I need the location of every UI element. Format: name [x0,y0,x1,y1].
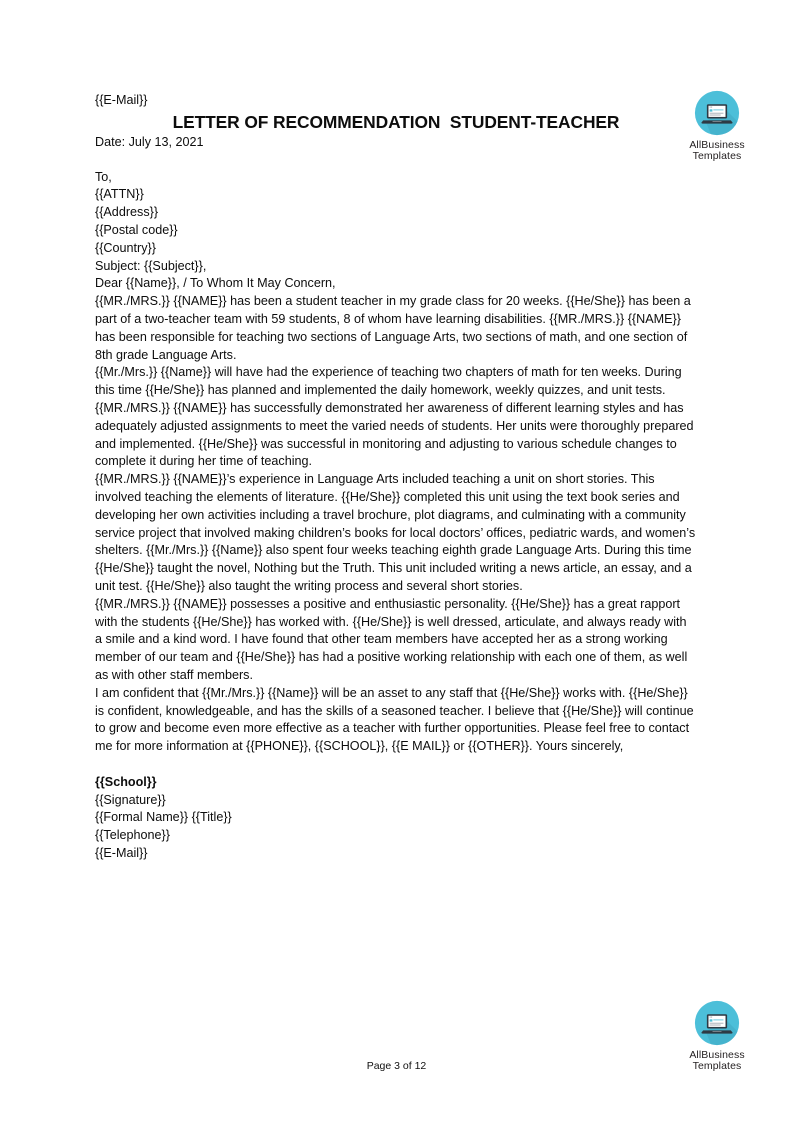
signature-block [95,774,697,863]
laptop-icon [694,90,740,136]
signature-email: {{E-Mail}} [95,846,148,861]
signature-formal-name-title: {{Formal Name}} {{Title}} [95,810,232,825]
letter-body [95,92,697,863]
body-paragraph-4: {{MR./MRS.}} {{NAME}} possesses a positive and enthusiastic personality. {{He/She}} has a great rapport with the students {{He/She}} has worked with. {{He/She}} is well dressed, articulate, and always ready with a smile and a kind word. I have found that other team members have accepted her as a strong working member of our team and {{He/She}} has had a positive working relationship with each one of them, as well as with other staff members. [95,596,688,682]
signature-school: {{School}} [95,774,157,789]
brand-logo-line2: Templates [692,1060,742,1073]
brand-logo-line1: AllBusiness [689,1049,745,1061]
body-paragraph-2: {{Mr./Mrs.}} {{Name}} will have had the experience of teaching two chapters of math for ten weeks. During this time {{He/She}} has planned and implemented the daily homework, weekly quizzes, and unit tests. {{MR./MRS.}} {{NAME}} has successfully demonstrated her awareness of different learning styles and has adequately adjusted assignments to meet the varied needs of students. Her units were thoroughly prepared and implemented. {{He/She}} was successful in monitoring and adjusting to various schedule changes to complete it during her time of teaching. [95,365,694,469]
date-line: Date: July 13, 2021 [95,134,204,149]
signature-placeholder: {{Signature}} [95,792,166,807]
laptop-icon [694,1000,740,1046]
signature-telephone: {{Telephone}} [95,828,170,843]
recipient-address: {{Address}} [95,205,159,220]
recipient-country: {{Country}} [95,240,156,255]
recipient-postal-code: {{Postal code}} [95,222,178,237]
body-paragraph-1: {{MR./MRS.}} {{NAME}} has been a student teacher in my grade class for 20 weeks. {{He/She}} has been a part of a two-teacher team with 59 students, 8 of whom have learning disabilities. {{MR./MRS.}} {{NAME}} has been responsible for teaching two sections of Language Arts, two sections of math, and one section of 8th grade Language Arts. [95,294,691,362]
recipient-attn: {{ATTN}} [95,187,144,202]
recipient-to: To, [95,169,112,184]
email-header: {{E-Mail}} [95,93,148,107]
recipient-block [95,169,697,258]
salutation-line: Dear {{Name}}, / To Whom It May Concern, [95,276,336,291]
body-paragraph-5: I am confident that {{Mr./Mrs.}} {{Name}} will be an asset to any staff that {{He/She}} works with. {{He/She}} is confident, knowledgeable, and has the skills of a seasoned teacher. I believe that {{He/She}} will continue to grow and become even more effective as a teacher with further opportunities. Please feel free to contact me for more information at {{PHONE}}, {{SCHOOL}}, {{E MAIL}} or {{OTHER}}. Yours sincerely, [95,685,694,754]
brand-logo-line2: Templates [692,150,742,163]
page-title: LETTER OF RECOMMENDATION STUDENT-TEACHER [172,111,620,132]
body-paragraph-3: {{MR./MRS.}} {{NAME}}’s experience in Language Arts included teaching a unit on short stories. This involved teaching the elements of literature. {{He/She}} completed this unit using the text book series and developing her own activities including a travel brochure, plot diagrams, and culminating with a community service project that involved making children’s books for local doctors’ offices, pediatric wards, and women’s shelters. {{Mr./Mrs.}} {{Name}} also spent four weeks teaching eighth grade Language Arts. During this time {{He/She}} taught the novel, Nothing but the Truth. This unit included writing a news article, an essay, and a unit test. {{He/She}} also taught the writing process and several short stories. [95,472,696,593]
page-footer: Page 3 of 12 [366,1060,427,1072]
brand-logo-line1: AllBusiness [689,139,745,151]
subject-line: Subject: {{Subject}}, [95,258,207,273]
